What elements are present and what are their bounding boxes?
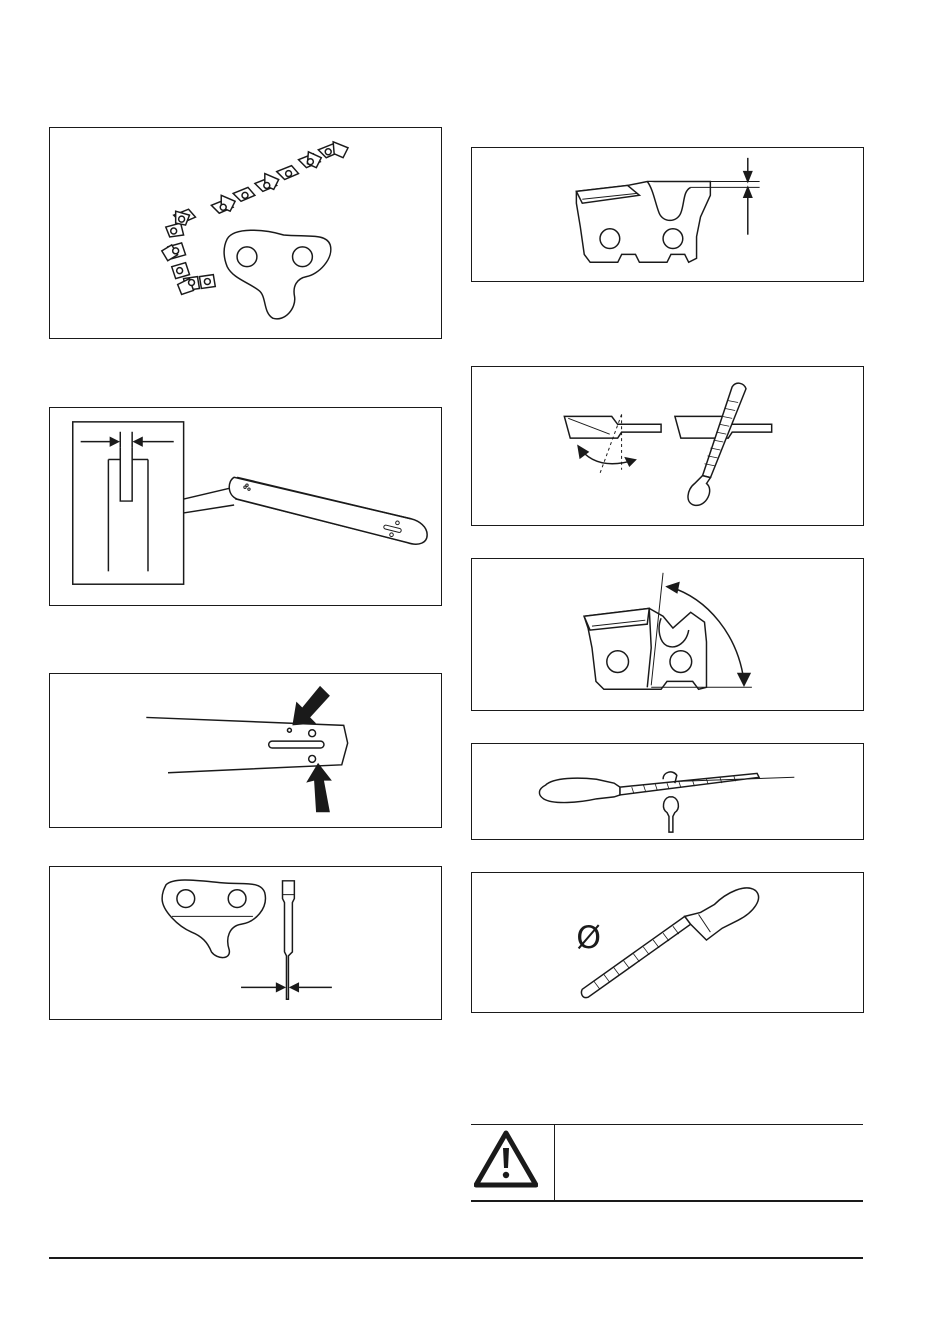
diameter-symbol: Ø	[576, 919, 602, 956]
top-plate-angle-illustration	[472, 559, 863, 710]
figure-bar-oil-holes	[49, 673, 442, 828]
saw-chain-illustration	[50, 128, 441, 338]
guide-bar	[229, 477, 427, 544]
figure-bar-groove-width	[49, 407, 442, 606]
file-handle	[685, 888, 759, 940]
warning-top-rule	[471, 1124, 863, 1125]
warning-triangle-icon	[474, 1130, 538, 1188]
figure-depth-gauge-setting	[471, 147, 864, 282]
drive-link-gauge-illustration	[50, 867, 441, 1019]
figure-file-diameter	[471, 872, 864, 1013]
footer-rule	[49, 1257, 863, 1259]
depth-gauge-illustration	[472, 148, 863, 281]
file-holder-illustration	[472, 744, 863, 839]
figure-file-holder	[471, 743, 864, 840]
indicator-arrows	[292, 686, 331, 812]
file-diameter-illustration	[472, 873, 863, 1012]
filing-angle-illustration	[472, 367, 863, 525]
drive-link	[162, 880, 265, 958]
bar-groove-illustration	[50, 408, 441, 605]
bar-oil-holes-illustration	[50, 674, 441, 827]
drive-link	[224, 230, 331, 319]
warning-divider	[554, 1124, 555, 1202]
figure-top-plate-angle	[471, 558, 864, 711]
figure-saw-chain	[49, 127, 442, 339]
figure-filing-angle	[471, 366, 864, 526]
figure-drive-link-gauge	[49, 866, 442, 1020]
warning-symbol	[474, 1130, 538, 1188]
warning-bottom-rule	[471, 1200, 863, 1202]
file-handle	[539, 778, 620, 802]
